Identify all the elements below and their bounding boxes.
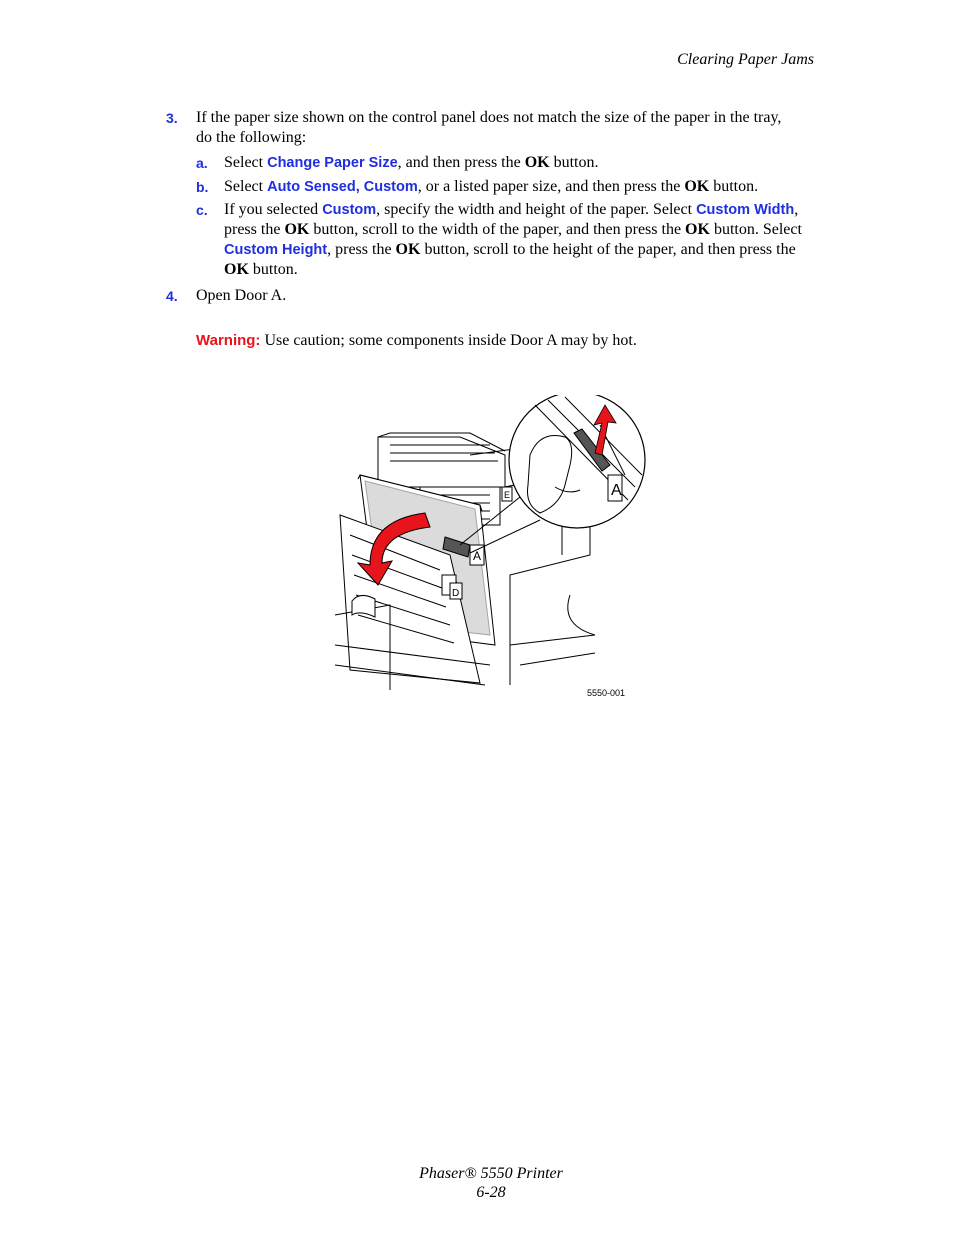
figure-id: 5550-001 [587, 688, 626, 698]
step-text: Open Door A. [196, 287, 287, 304]
footer-page-number: 6-28 [476, 1184, 506, 1201]
substep-letter: c. [196, 202, 208, 218]
ok-term: OK [284, 221, 310, 238]
ok-term: OK [684, 178, 710, 195]
ok-term: OK [685, 221, 710, 238]
door-d-label: D [452, 588, 460, 599]
ui-term: Custom Width [696, 202, 795, 218]
substep-text: Select Change Paper Size, and then press the OK button. [224, 154, 599, 171]
page-footer [0, 1164, 954, 1202]
step-number: 4. [166, 288, 178, 304]
warning-text: Use caution; some components inside Door A may by hot. [260, 332, 637, 349]
warning-label: Warning: [196, 332, 261, 349]
ok-term: OK [224, 261, 249, 278]
substep-letter: b. [196, 179, 209, 195]
substep-text: If you selected Custom, specify the width and height of the paper. Select Custom Width, press the OK button, scroll to the width of the paper, and then press the OK button. Select Custom Height, press the OK button, scroll to the height of the paper, and then press the OK button. [224, 201, 802, 278]
ui-term: Custom [322, 202, 377, 218]
step-text: If the paper size shown on the control panel does not match the size of the paper in the tray, do the following: [196, 109, 782, 146]
ok-term: OK [524, 154, 550, 171]
door-a-illustration [330, 395, 650, 690]
step-number: 3. [166, 110, 178, 126]
door-a-label: A [473, 549, 482, 563]
callout-door-a-label: A [611, 482, 622, 499]
substep-letter: a. [196, 155, 208, 171]
printer-drawing [330, 395, 650, 690]
ok-term: OK [395, 241, 421, 258]
door-e-label: E [504, 490, 511, 500]
footer-product: Phaser® 5550 Printer [419, 1165, 563, 1182]
ui-term: Change Paper Size [267, 155, 398, 171]
ui-term: Custom Height [224, 242, 328, 258]
substep-text: Select Auto Sensed, Custom, or a listed paper size, and then press the OK button. [224, 178, 759, 195]
warning-note [196, 331, 637, 351]
running-header: Clearing Paper Jams [677, 51, 814, 68]
ui-term: Auto Sensed, Custom [267, 179, 418, 195]
